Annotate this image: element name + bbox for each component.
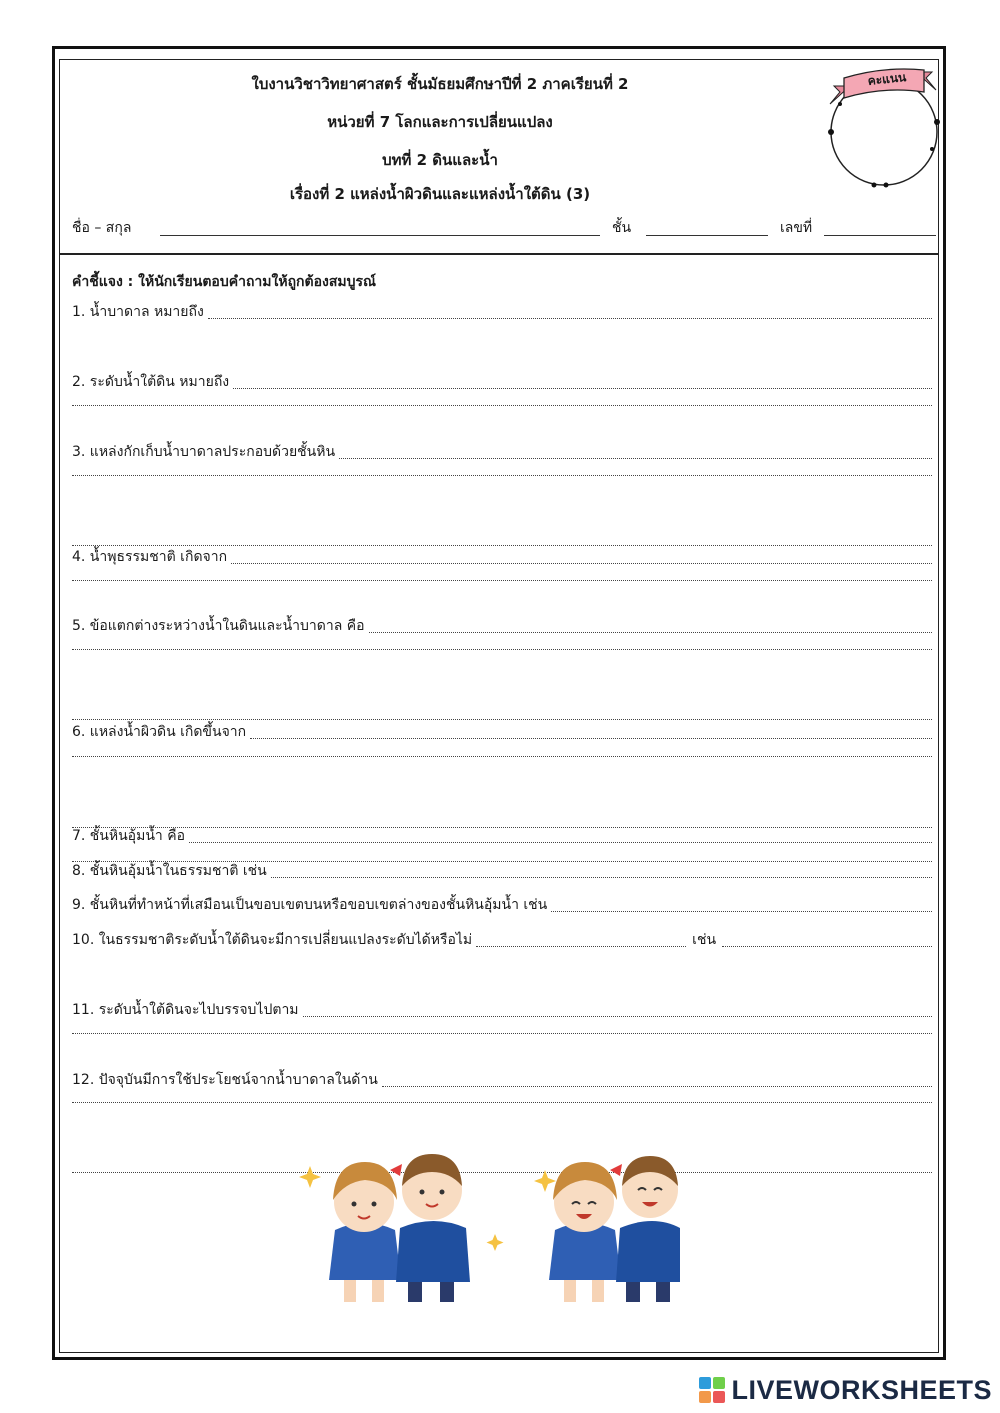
question-6: 6. แหล่งน้ำผิวดิน เกิดขึ้นจาก <box>72 721 932 743</box>
score-label: คะแนน <box>867 70 907 88</box>
answer-line[interactable] <box>369 632 932 633</box>
question-3: 3. แหล่งกักเก็บน้ำบาดาลประกอบด้วยชั้นหิน <box>72 441 932 463</box>
answer-line[interactable] <box>189 842 932 843</box>
footer-brand[interactable] <box>699 1374 992 1406</box>
brand-name: LIVEWORKSHEETS <box>731 1374 992 1405</box>
question-4: 4. น้ำพุธรรมชาติ เกิดจาก <box>72 546 932 568</box>
boy-student-1 <box>396 1154 470 1302</box>
score-badge <box>824 64 942 192</box>
header-subject: ใบงานวิชาวิทยาศาสตร์ ชั้นมัธยมศึกษาปีที่ 2 ภาคเรียนที่ 2 <box>251 75 629 93</box>
answer-line[interactable] <box>72 1033 932 1034</box>
class-field[interactable] <box>646 235 768 236</box>
question-1: 1. น้ำบาดาล หมายถึง <box>72 301 932 323</box>
girl-student-1 <box>329 1162 402 1302</box>
answer-line[interactable] <box>271 877 932 878</box>
girl-student-2 <box>549 1162 622 1302</box>
answer-line[interactable] <box>722 946 932 947</box>
question-10: 10. ในธรรมชาติระดับน้ำใต้ดินจะมีการเปลี่ยนแปลงระดับได้หรือไม่ เช่น <box>72 929 932 951</box>
answer-line[interactable] <box>476 946 686 947</box>
header-topic: เรื่องที่ 2 แหล่งน้ำผิวดินและแหล่งน้ำใต้ดิน (3) <box>289 185 591 203</box>
answer-line[interactable] <box>303 1016 932 1017</box>
answer-line[interactable] <box>339 458 932 459</box>
number-field[interactable] <box>824 235 936 236</box>
answer-line[interactable] <box>72 719 932 720</box>
answer-line[interactable] <box>72 756 932 757</box>
question-11: 11. ระดับน้ำใต้ดินจะไปบรรจบไปตาม <box>72 999 932 1021</box>
answer-line[interactable] <box>72 405 932 406</box>
header-chapter: บทที่ 2 ดินและน้ำ <box>382 151 498 169</box>
header-unit: หน่วยที่ 7 โลกและการเปลี่ยนแปลง <box>327 113 553 131</box>
answer-line[interactable] <box>231 563 932 564</box>
question-9: 9. ชั้นหินที่ทำหน้าที่เสมือนเป็นขอบเขตบนหรือขอบเขตล่างของชั้นหินอุ้มน้ำ เช่น <box>72 894 932 916</box>
answer-line[interactable] <box>233 388 932 389</box>
class-label: ชั้น <box>612 220 632 236</box>
question-2: 2. ระดับน้ำใต้ดิน หมายถึง <box>72 371 932 393</box>
number-label: เลขที่ <box>780 220 813 236</box>
answer-line[interactable] <box>208 318 932 319</box>
boy-student-2 <box>616 1156 680 1302</box>
question-5: 5. ข้อแตกต่างระหว่างน้ำในดินและน้ำบาดาล คือ <box>72 615 932 637</box>
answer-line[interactable] <box>382 1086 932 1087</box>
answer-line[interactable] <box>250 738 932 739</box>
name-label: ชื่อ – สกุล <box>72 220 132 236</box>
instructions: คำชี้แจง : ให้นักเรียนตอบคำถามให้ถูกต้องสมบูรณ์ <box>72 274 377 290</box>
worksheet-header <box>60 60 938 255</box>
question-7: 7. ชั้นหินอุ้มน้ำ คือ <box>72 825 932 847</box>
answer-line[interactable] <box>551 911 932 912</box>
answer-line[interactable] <box>72 475 932 476</box>
answer-line[interactable] <box>72 1102 932 1103</box>
student-info-row <box>72 217 930 241</box>
answer-line[interactable] <box>72 580 932 581</box>
answer-line[interactable] <box>72 649 932 650</box>
question-12: 12. ปัจจุบันมีการใช้ประโยชน์จากน้ำบาดาลในด้าน <box>72 1069 932 1091</box>
liveworksheets-logo-icon <box>699 1377 725 1403</box>
q10-example-label: เช่น <box>692 932 717 948</box>
students-illustration <box>240 1130 680 1306</box>
name-field[interactable] <box>160 235 600 236</box>
question-8: 8. ชั้นหินอุ้มน้ำในธรรมชาติ เช่น <box>72 860 932 882</box>
